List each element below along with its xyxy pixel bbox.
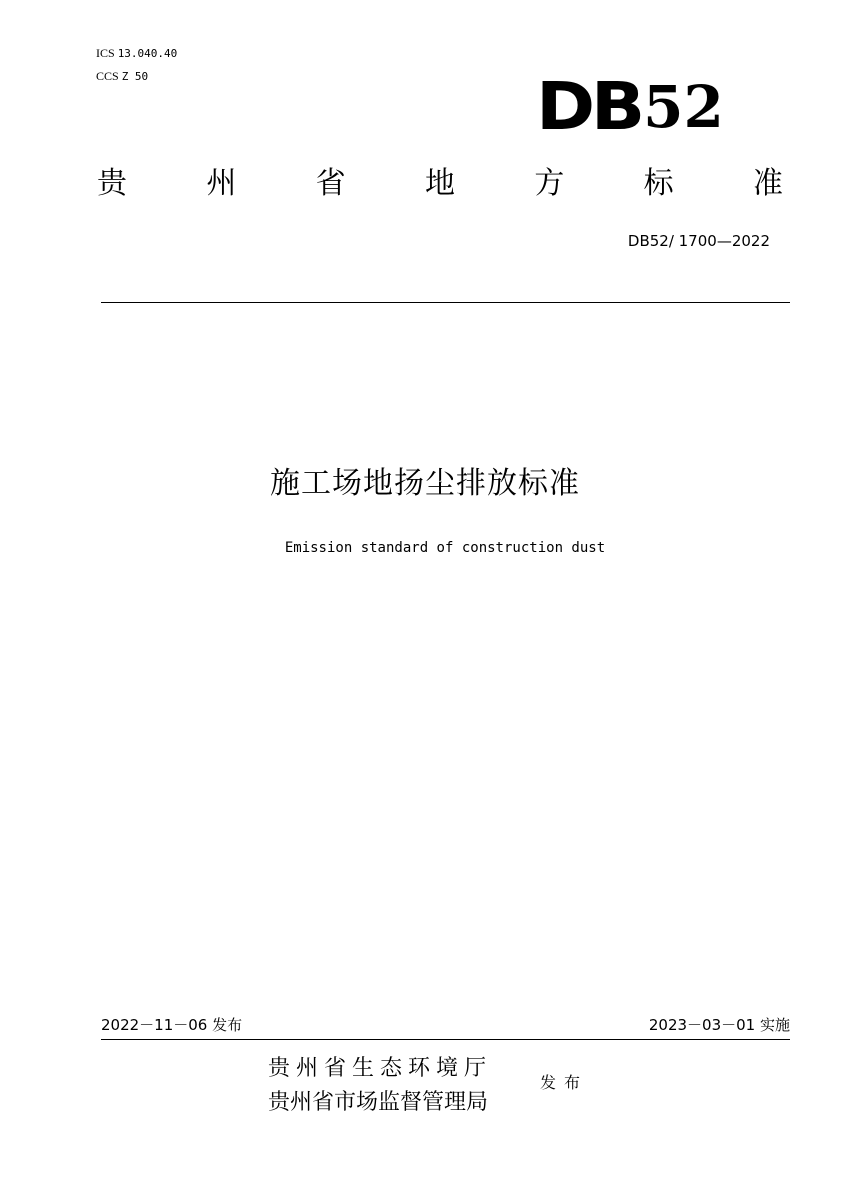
- issuer-market-regulation: 贵州省市场监督管理局: [268, 1090, 489, 1115]
- province-code: 52: [643, 73, 724, 141]
- standard-category-heading: [95, 164, 785, 204]
- issuer-environment-dept: 贵州省生态环境厅: [268, 1056, 493, 1081]
- category-char: 准: [752, 166, 783, 201]
- ics-value: 13.040.40: [117, 47, 178, 60]
- ics-label: ICS: [96, 46, 115, 60]
- top-divider: [101, 302, 790, 303]
- effective-date: 2023－03－01 实施: [648, 1016, 790, 1034]
- db-mark: DB: [536, 68, 641, 145]
- category-char: 地: [424, 166, 455, 201]
- issued-label: 发布: [540, 1073, 589, 1092]
- document-title-cn: 施工场地扬尘排放标准: [270, 466, 580, 501]
- category-char: 方: [534, 166, 565, 201]
- document-title-en: Emission standard of construction dust: [284, 540, 606, 556]
- issuing-authorities: [268, 1052, 492, 1120]
- ccs-label: CCS: [96, 69, 119, 83]
- standard-number: DB52/ 1700—2022: [627, 232, 770, 250]
- db52-logo: [536, 68, 724, 145]
- category-char: 标: [643, 166, 674, 201]
- ccs-value: Z 50: [121, 70, 149, 83]
- category-char: 州: [206, 166, 237, 201]
- category-char: 省: [315, 166, 346, 201]
- category-char: 贵: [97, 166, 127, 201]
- ccs-line: [96, 65, 177, 88]
- classification-codes: [96, 42, 177, 88]
- publish-date: 2022－11－06 发布: [101, 1016, 243, 1034]
- ics-line: [96, 42, 177, 65]
- bottom-divider: [101, 1039, 790, 1040]
